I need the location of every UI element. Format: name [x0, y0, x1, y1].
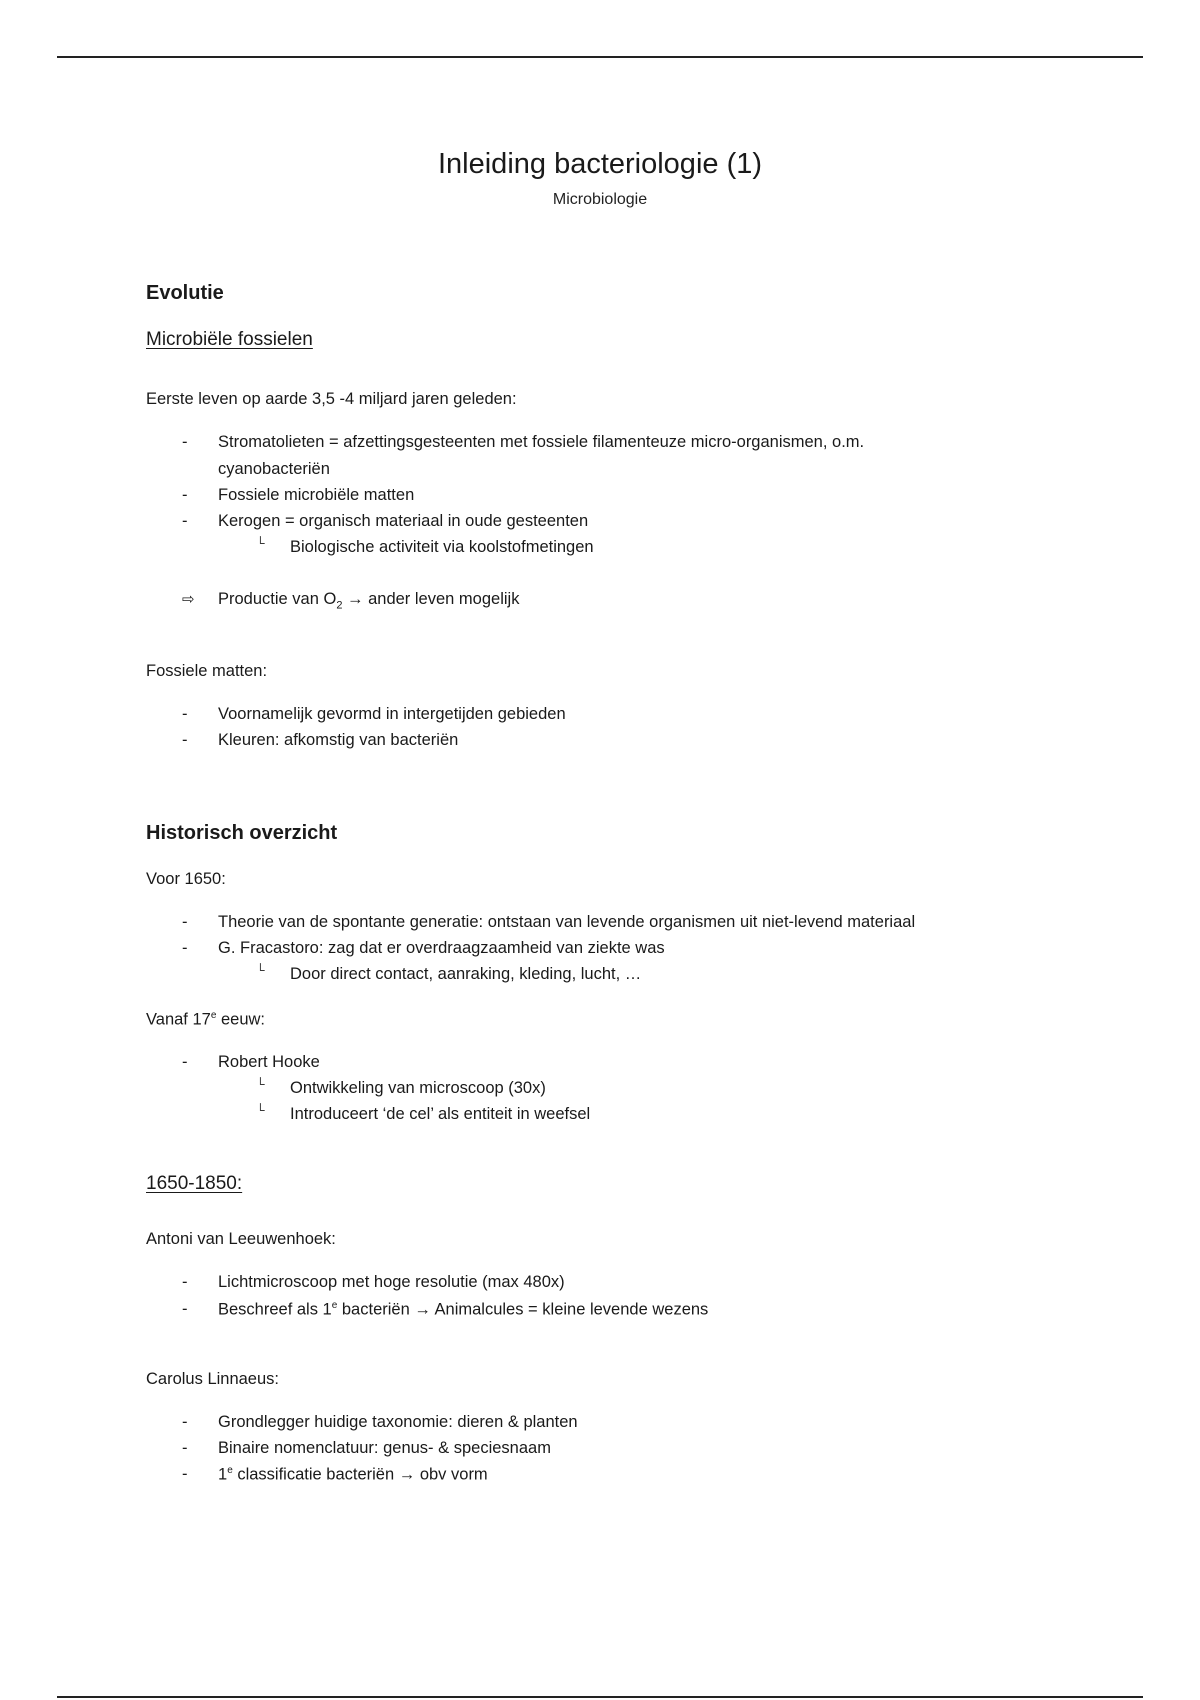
superscript: e [331, 1300, 338, 1311]
heading-historisch-overzicht: Historisch overzicht [146, 822, 338, 844]
bullet-dash: - [182, 1273, 188, 1291]
bullet-dash: - [182, 913, 188, 931]
list-item-text: Kleuren: afkomstig van bacteriën [218, 731, 459, 749]
bullet-dash: - [182, 433, 188, 451]
footer-rule [57, 1696, 1143, 1698]
text-part: Vanaf 17 [146, 1010, 211, 1029]
paragraph-eerste-leven: Eerste leven op aarde 3,5 -4 miljard jaren geleden: [146, 390, 517, 408]
list-item-text: Stromatolieten = afzettingsgesteenten met fossiele filamenteuze micro-organismen, o.m. [218, 433, 865, 451]
bullet-dash: - [182, 512, 188, 530]
list-item-text: Robert Hooke [218, 1053, 320, 1071]
document-title: Inleiding bacteriologie (1) [437, 148, 763, 180]
bullet-dash: - [182, 705, 188, 723]
text-part: 1 [218, 1465, 228, 1484]
paragraph-voor-1650: Voor 1650: [146, 870, 226, 888]
arrow-list-item-text [218, 590, 519, 611]
subscript: 2 [336, 599, 343, 612]
text-part: classificatie bacteriën → obv vorm [232, 1465, 488, 1484]
superscript: e [227, 1465, 233, 1476]
sub-list-item-text: Introduceert ‘de cel’ als entiteit in weefsel [290, 1105, 591, 1123]
header-rule [57, 56, 1143, 58]
sub-bullet-icon: └ [256, 963, 265, 977]
document-subtitle: Microbiologie [552, 191, 648, 208]
bullet-dash: - [182, 1465, 188, 1483]
bullet-dash: - [182, 1439, 188, 1457]
text-part: eeuw: [216, 1010, 266, 1029]
subheading-microbiele-fossielen: Microbiële fossielen [146, 329, 313, 350]
subheading-1650-1850: 1650-1850: [146, 1173, 243, 1194]
paragraph-linnaeus: Carolus Linnaeus: [146, 1370, 279, 1388]
paragraph-fossiele-matten: Fossiele matten: [146, 662, 268, 680]
list-item-text: cyanobacteriën [218, 460, 330, 478]
bullet-dash: - [182, 1053, 188, 1071]
heading-evolutie: Evolutie [146, 282, 224, 304]
sub-list-item-text: Biologische activiteit via koolstofmetingen [290, 538, 594, 556]
list-item-text [218, 1465, 488, 1485]
list-item-text: Lichtmicroscoop met hoge resolutie (max 480x) [218, 1273, 565, 1291]
list-item-text: Kerogen = organisch materiaal in oude gesteenten [218, 512, 589, 530]
paragraph-vanaf-17e-eeuw [146, 1010, 265, 1030]
sub-bullet-icon: └ [256, 1103, 265, 1117]
sub-bullet-icon: └ [256, 536, 265, 550]
sub-list-item-text: Ontwikkeling van microscoop (30x) [290, 1079, 546, 1097]
list-item-text: Voornamelijk gevormd in intergetijden gebieden [218, 705, 566, 723]
list-item-text: Binaire nomenclatuur: genus- & speciesnaam [218, 1439, 551, 1457]
paragraph-leeuwenhoek: Antoni van Leeuwenhoek: [146, 1230, 336, 1248]
list-item-text: Grondlegger huidige taxonomie: dieren & planten [218, 1413, 578, 1431]
list-item-text [218, 1300, 708, 1320]
list-item-text: G. Fracastoro: zag dat er overdraagzaamheid van ziekte was [218, 939, 665, 957]
sub-bullet-icon: └ [256, 1077, 265, 1091]
text-part: Beschreef als 1 [218, 1300, 332, 1319]
bullet-dash: - [182, 731, 188, 749]
bullet-dash: - [182, 486, 188, 504]
superscript: e [210, 1010, 217, 1021]
bullet-dash: - [182, 1413, 188, 1431]
text-part: Productie van O [218, 590, 337, 608]
sub-list-item-text: Door direct contact, aanraking, kleding, lucht, … [290, 965, 642, 983]
text-part: → ander leven mogelijk [342, 590, 520, 608]
arrow-right-icon: ⇨ [182, 591, 195, 608]
list-item-text: Theorie van de spontante generatie: ontstaan van levende organismen uit niet-levend materiaal [218, 913, 916, 931]
bullet-dash: - [182, 939, 188, 957]
text-part: bacteriën → Animalcules = kleine levende wezens [337, 1300, 709, 1319]
list-item-text: Fossiele microbiële matten [218, 486, 415, 504]
bullet-dash: - [182, 1300, 188, 1318]
